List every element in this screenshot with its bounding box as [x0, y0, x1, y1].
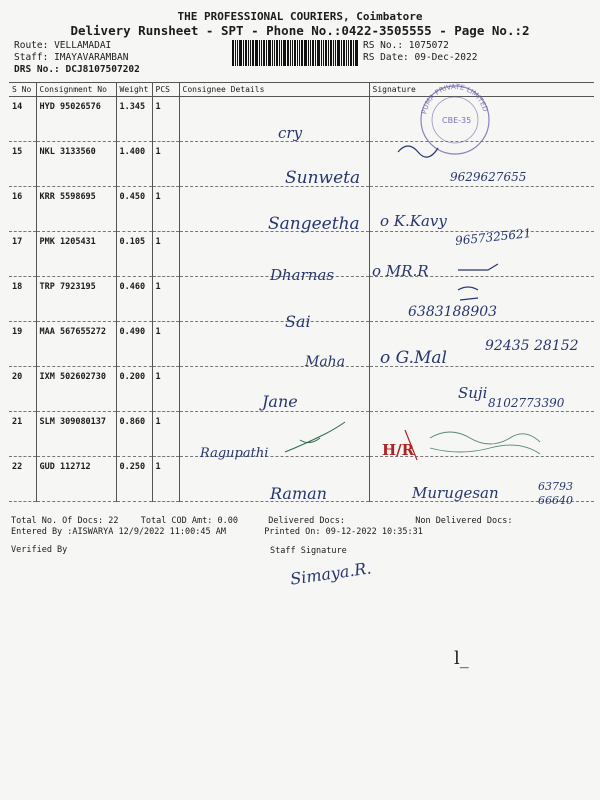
barcode-bar: [317, 40, 320, 66]
hw-bottom-mark: l_: [454, 648, 469, 669]
cell-sno: 22: [9, 457, 36, 502]
barcode-bar: [355, 40, 358, 66]
hw-r19-sig: o G.Mal: [380, 348, 447, 368]
hw-r14-name: cry: [278, 124, 303, 142]
runsheet-subtitle: Delivery Runsheet - SPT - Phone No.:0422-3505555 - Page No.:2: [70, 23, 530, 38]
barcode-bar: [312, 40, 314, 66]
col-consignment: Consignment No: [36, 83, 116, 97]
hw-r16-name: Sangeetha: [268, 214, 360, 234]
cell-sno: 21: [9, 412, 36, 457]
barcode-bar: [310, 40, 311, 66]
cell-consignee: [179, 97, 369, 142]
cell-consignment: SLM 309080137: [36, 412, 116, 457]
cell-pcs: 1: [152, 322, 179, 367]
hw-r15-name: Sunweta: [285, 168, 361, 188]
barcode-bar: [325, 40, 327, 66]
cell-sno: 19: [9, 322, 36, 367]
hw-r17-sig: o MR.R: [372, 262, 429, 280]
barcode-bar: [346, 40, 347, 66]
barcode-bar: [255, 40, 258, 66]
hw-r17-phone: 9657325621: [454, 226, 532, 248]
staff-label: Staff:: [14, 52, 49, 63]
footer-totals: [11, 516, 512, 526]
total-cod: Total COD Amt: 0.00: [140, 516, 238, 526]
staff-line: [14, 52, 128, 63]
barcode-bar: [353, 40, 354, 66]
cell-sno: 14: [9, 97, 36, 142]
barcode-bar: [297, 40, 298, 66]
cell-sno: 20: [9, 367, 36, 412]
cell-weight: 0.490: [116, 322, 152, 367]
barcode-bar: [292, 40, 293, 66]
hw-r21-sig: H/R: [382, 441, 415, 459]
barcode-bar: [276, 40, 278, 66]
col-consignee: Consignee Details: [179, 83, 369, 97]
barcode-bar: [328, 40, 329, 66]
barcode-bar: [266, 40, 267, 66]
footer-entry: [11, 527, 423, 537]
barcode-bar: [308, 40, 309, 66]
barcode-bar: [323, 40, 324, 66]
barcode-bar: [235, 40, 236, 66]
verified-by-label: Verified By: [11, 545, 68, 555]
entered-by: Entered By :AISWARYA 12/9/2022 11:00:45 AM: [11, 527, 226, 537]
drs-label: DRS No.:: [14, 64, 60, 75]
hw-r16-sig: o K.Kavy: [380, 212, 447, 230]
cell-consignment: MAA 567655272: [36, 322, 116, 367]
barcode-bar: [268, 40, 271, 66]
cell-pcs: 1: [152, 367, 179, 412]
barcode-bar: [248, 40, 249, 66]
barcode-bar: [259, 40, 260, 66]
cell-sno: 18: [9, 277, 36, 322]
cell-consignment: KRR 5598695: [36, 187, 116, 232]
cell-consignment: PMK 1205431: [36, 232, 116, 277]
staff-value: IMAYAVARAMBAN: [54, 52, 129, 63]
barcode-bar: [333, 40, 334, 66]
cell-consignment: TRP 7923195: [36, 277, 116, 322]
rs-no-line: [363, 40, 449, 51]
total-docs: Total No. Of Docs: 22: [11, 516, 119, 526]
barcode-bar: [294, 40, 296, 66]
cell-weight: 0.105: [116, 232, 152, 277]
barcode-bar: [237, 40, 238, 66]
barcode-bar: [287, 40, 289, 66]
stamp-code: CBE-35: [442, 116, 472, 125]
cell-sno: 17: [9, 232, 36, 277]
route-label: Route:: [14, 40, 49, 51]
hw-r20-sig: Suji: [458, 384, 488, 402]
hw-r20-phone: 8102773390: [488, 396, 565, 410]
barcode-bar: [330, 40, 332, 66]
cell-consignment: GUD 112712: [36, 457, 116, 502]
barcode-bar: [337, 40, 340, 66]
barcode-bar: [261, 40, 262, 66]
barcode-bar: [335, 40, 336, 66]
cell-weight: 1.345: [116, 97, 152, 142]
cell-consignment: HYD 95026576: [36, 97, 116, 142]
cell-weight: 0.450: [116, 187, 152, 232]
printed-on: Printed On: 09-12-2022 10:35:31: [264, 527, 423, 537]
barcode-bar: [274, 40, 275, 66]
barcode-bar: [250, 40, 251, 66]
drs-value: DCJ8107507202: [65, 64, 140, 75]
barcode-bar: [232, 40, 234, 66]
cell-weight: 1.400: [116, 142, 152, 187]
rs-date-line: [363, 52, 477, 63]
barcode-bar: [348, 40, 349, 66]
barcode-bar: [239, 40, 242, 66]
hw-r18-name: Sai: [285, 312, 311, 331]
hw-r22-sig: Murugesan: [412, 484, 499, 502]
cell-pcs: 1: [152, 142, 179, 187]
rs-date-label: RS Date:: [363, 52, 409, 63]
cell-sno: 15: [9, 142, 36, 187]
barcode-bar: [341, 40, 342, 66]
barcode-bar: [283, 40, 286, 66]
hw-r15-phone: 9629627655: [450, 170, 527, 184]
hw-r21-name: Ragupathi: [200, 446, 269, 461]
col-sno: S No: [9, 83, 36, 97]
rs-no-label: RS No.:: [363, 40, 404, 51]
cell-weight: 0.200: [116, 367, 152, 412]
cell-weight: 0.460: [116, 277, 152, 322]
cell-pcs: 1: [152, 457, 179, 502]
cell-pcs: 1: [152, 97, 179, 142]
hw-staff-signature: Simaya.R.: [289, 558, 373, 589]
barcode-bar: [350, 40, 352, 66]
cell-sno: 16: [9, 187, 36, 232]
hw-r19-name: Maha: [305, 354, 346, 370]
col-signature: Signature: [372, 85, 416, 94]
cell-signature: [369, 97, 594, 142]
barcode-bar: [321, 40, 322, 66]
barcode-bar: [315, 40, 316, 66]
barcode: [232, 40, 360, 66]
barcode-bar: [272, 40, 273, 66]
cell-pcs: 1: [152, 187, 179, 232]
barcode-bar: [281, 40, 282, 66]
route-line: [14, 40, 111, 51]
barcode-bar: [245, 40, 247, 66]
hw-r19-phone: 92435 28152: [485, 338, 579, 354]
cell-pcs: 1: [152, 412, 179, 457]
staff-signature-label: Staff Signature: [270, 546, 347, 556]
cell-pcs: 1: [152, 232, 179, 277]
col-weight: Weight: [116, 83, 152, 97]
route-value: VELLAMADAI: [54, 40, 112, 51]
non-delivered-docs: Non Delivered Docs:: [415, 516, 513, 526]
rs-no-value: 1075072: [408, 40, 449, 51]
delivered-docs: Delivered Docs:: [268, 516, 345, 526]
cell-weight: 0.860: [116, 412, 152, 457]
hw-r18-phone: 6383188903: [408, 304, 498, 320]
delivery-table: [9, 82, 594, 502]
barcode-bar: [243, 40, 244, 66]
hw-r22-name: Raman: [270, 484, 327, 503]
cell-weight: 0.250: [116, 457, 152, 502]
barcode-bar: [301, 40, 303, 66]
barcode-bar: [263, 40, 265, 66]
barcode-bar: [290, 40, 291, 66]
cell-consignment: IXM 502602730: [36, 367, 116, 412]
drs-line: [14, 64, 140, 75]
barcode-bar: [343, 40, 345, 66]
stamp-text: PUMA PRIVATE LIMITED: [420, 82, 490, 115]
hw-r17-name: Dharnas: [270, 266, 335, 284]
company-title: THE PROFESSIONAL COURIERS, Coimbatore: [177, 10, 423, 23]
barcode-bar: [279, 40, 280, 66]
barcode-bar: [304, 40, 307, 66]
table-header-row: [9, 83, 594, 97]
hw-r22-phone: 63793 66640: [538, 480, 573, 507]
cell-consignment: NKL 3133560: [36, 142, 116, 187]
col-pcs: PCS: [152, 83, 179, 97]
cell-pcs: 1: [152, 277, 179, 322]
barcode-bar: [299, 40, 300, 66]
barcode-bar: [252, 40, 254, 66]
rs-date-value: 09-Dec-2022: [414, 52, 478, 63]
hw-r20-name: Jane: [262, 392, 298, 411]
table-row: [9, 412, 594, 457]
